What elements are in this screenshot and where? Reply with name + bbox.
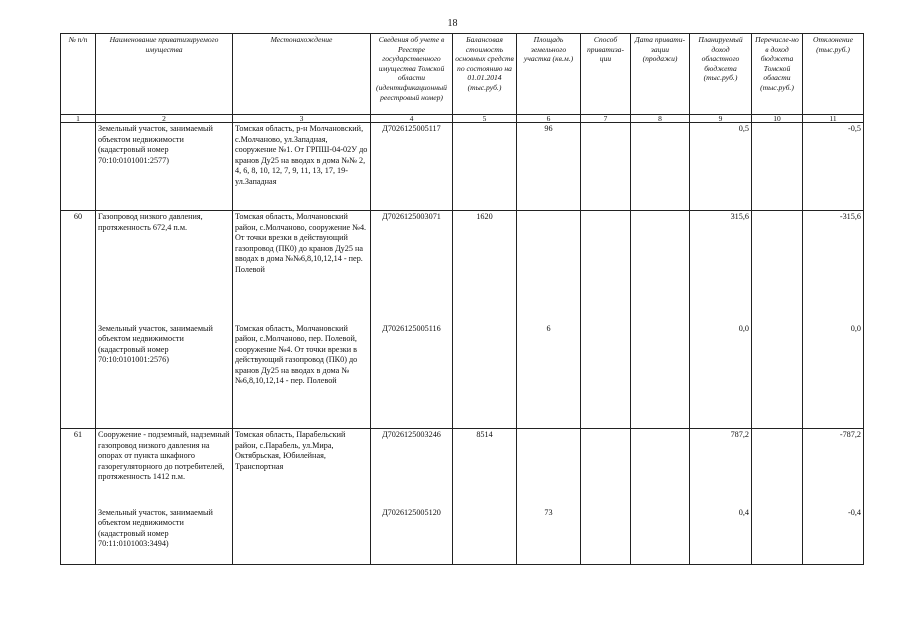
- deviation-cell: 0,0: [803, 323, 864, 429]
- area-cell: 73: [517, 507, 581, 565]
- transferred-cell: [752, 323, 803, 429]
- date-cell: [631, 123, 690, 211]
- method-cell: [581, 507, 631, 565]
- balance-cell: 1620: [453, 211, 517, 323]
- transferred-cell: [752, 507, 803, 565]
- location-cell: Томская область, Парабельский район, с.Парабель, ул.Мира, Октябрьская, Юбилейная, Транспортная: [233, 429, 371, 507]
- area-cell: [517, 211, 581, 323]
- location-cell: Томская область, Молчановский район, с.Молчаново, пер. Полевой, сооружение №4. От точки врезки в действующий газопровод (ПК0) до кранов Ду25 на вводах в дома №№6,8,10,12,14 - пер. Полевой: [233, 323, 371, 429]
- header-cell: Отклонение (тыс.руб.): [803, 34, 864, 115]
- column-number: 4: [371, 115, 453, 123]
- name-cell: Земельный участок, занимаемый объектом недвижимости (кадастровый номер 70:10:0101001:2576): [96, 323, 233, 429]
- column-number: 8: [631, 115, 690, 123]
- table-row: [61, 323, 864, 429]
- header-cell: Перечисле-но в доход бюджета Томской области (тыс.руб.): [752, 34, 803, 115]
- column-number: 10: [752, 115, 803, 123]
- header-cell: Площадь земельного участка (кв.м.): [517, 34, 581, 115]
- planned-cell: 315,6: [690, 211, 752, 323]
- method-cell: [581, 429, 631, 507]
- header-cell: Сведения об учете в Реестре государственного имущества Томской области (идентификационный реестровый номер): [371, 34, 453, 115]
- header-cell: Планируемый доход областного бюджета (тыс.руб.): [690, 34, 752, 115]
- area-cell: 6: [517, 323, 581, 429]
- table-row: [61, 507, 864, 565]
- transferred-cell: [752, 123, 803, 211]
- planned-cell: 0,0: [690, 323, 752, 429]
- deviation-cell: -787,2: [803, 429, 864, 507]
- name-cell: Земельный участок, занимаемый объектом недвижимости (кадастровый номер 70:11:0101003:3494): [96, 507, 233, 565]
- deviation-cell: -0,5: [803, 123, 864, 211]
- row-number-cell: [61, 123, 96, 211]
- balance-cell: [453, 123, 517, 211]
- name-cell: Земельный участок, занимаемый объектом недвижимости (кадастровый номер 70:10:0101001:2577): [96, 123, 233, 211]
- header-cell: Способ приватиза-ции: [581, 34, 631, 115]
- registry-cell: Д7026125003246: [371, 429, 453, 507]
- table-row: [61, 429, 864, 507]
- header-cell: № п/п: [61, 34, 96, 115]
- column-number: 3: [233, 115, 371, 123]
- date-cell: [631, 429, 690, 507]
- date-cell: [631, 211, 690, 323]
- table-row: [61, 123, 864, 211]
- method-cell: [581, 211, 631, 323]
- header-cell: Наименование приватизируемого имущества: [96, 34, 233, 115]
- registry-cell: Д7026125003071: [371, 211, 453, 323]
- planned-cell: 0,5: [690, 123, 752, 211]
- balance-cell: [453, 507, 517, 565]
- balance-cell: 8514: [453, 429, 517, 507]
- column-number-row: [61, 115, 864, 123]
- method-cell: [581, 323, 631, 429]
- registry-cell: Д7026125005116: [371, 323, 453, 429]
- header-row: [61, 34, 864, 115]
- transferred-cell: [752, 211, 803, 323]
- name-cell: Газопровод низкого давления, протяженность 672,4 п.м.: [96, 211, 233, 323]
- location-cell: Томская область, р-н Молчановский, с.Молчаново, ул.Западная, сооружение №1. От ГРПШ-04-02У до кранов Ду25 на вводах в дома №№ 2, 4, 6, 8, 10, 12, 7, 9, 11, 13, 17, 19-ул.Западная: [233, 123, 371, 211]
- location-cell: Томская область, Молчановский район, с.Молчаново, сооружение №4. От точки врезки в действующий газопровод (ПК0) до кранов Ду25 на вводах в дома №№6,8,10,12,14 - пер. Полевой: [233, 211, 371, 323]
- registry-cell: Д7026125005120: [371, 507, 453, 565]
- column-number: 1: [61, 115, 96, 123]
- name-cell: Сооружение - подземный, надземный газопровод низкого давления на опорах от пункта шкафного газорегуляторного до потребителей, протяженность 1412 п.м.: [96, 429, 233, 507]
- page-number: 18: [447, 18, 458, 29]
- column-number: 7: [581, 115, 631, 123]
- row-number-cell: [61, 507, 96, 565]
- date-cell: [631, 507, 690, 565]
- row-number-cell: [61, 323, 96, 429]
- row-number-cell: 61: [61, 429, 96, 507]
- row-number-cell: 60: [61, 211, 96, 323]
- column-number: 2: [96, 115, 233, 123]
- header-cell: Балансовая стоимость основных средств по состоянию на 01.01.2014 (тыс.руб.): [453, 34, 517, 115]
- deviation-cell: -315,6: [803, 211, 864, 323]
- column-number: 11: [803, 115, 864, 123]
- location-cell: [233, 507, 371, 565]
- privatization-table: [60, 33, 864, 565]
- table-row: [61, 211, 864, 323]
- area-cell: [517, 429, 581, 507]
- header-cell: Местонахождение: [233, 34, 371, 115]
- registry-cell: Д7026125005117: [371, 123, 453, 211]
- header-cell: Дата привати-зации (продажи): [631, 34, 690, 115]
- area-cell: 96: [517, 123, 581, 211]
- balance-cell: [453, 323, 517, 429]
- planned-cell: 0,4: [690, 507, 752, 565]
- column-number: 9: [690, 115, 752, 123]
- method-cell: [581, 123, 631, 211]
- column-number: 5: [453, 115, 517, 123]
- date-cell: [631, 323, 690, 429]
- column-number: 6: [517, 115, 581, 123]
- transferred-cell: [752, 429, 803, 507]
- planned-cell: 787,2: [690, 429, 752, 507]
- deviation-cell: -0,4: [803, 507, 864, 565]
